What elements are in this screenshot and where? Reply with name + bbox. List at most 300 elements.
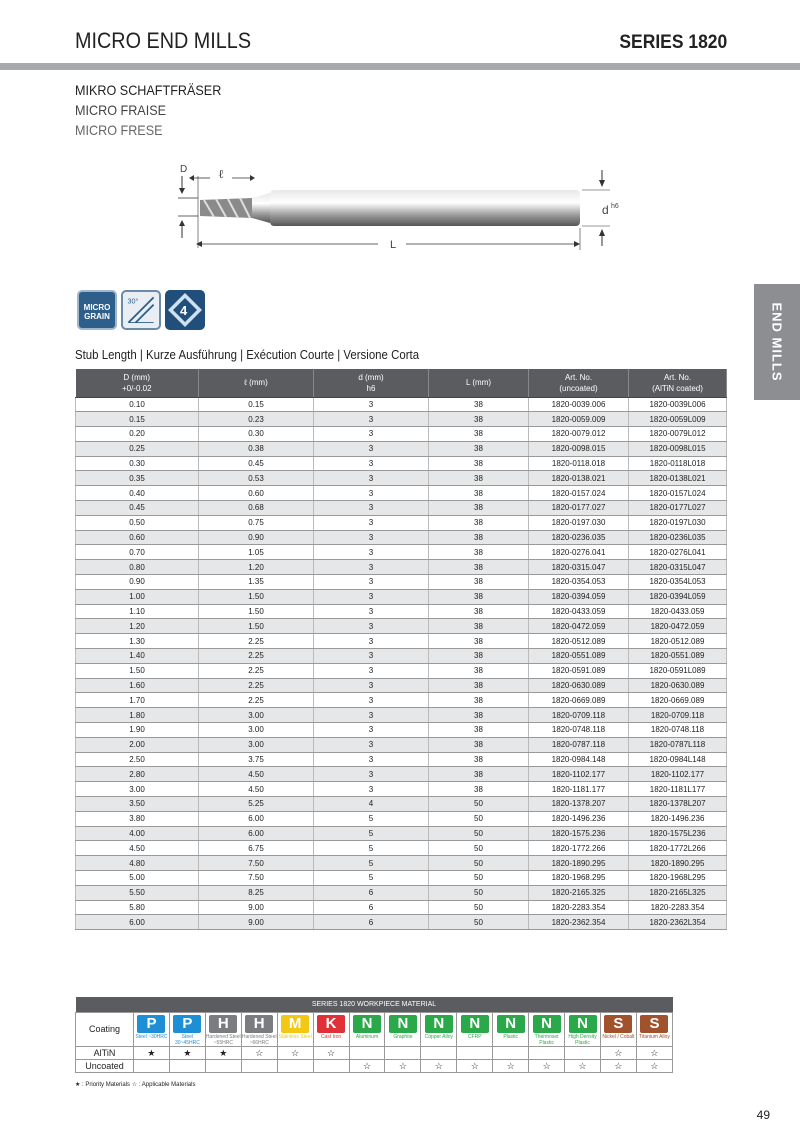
table-row	[76, 634, 727, 649]
empty-cell	[493, 1046, 529, 1059]
table-cell: 4	[314, 797, 429, 812]
material-group-letter: N	[425, 1015, 453, 1033]
coating-row	[76, 1046, 673, 1059]
table-cell: 38	[429, 471, 529, 486]
table-cell: 4.50	[199, 782, 314, 797]
column-header-line: Art. No.	[564, 372, 593, 382]
table-cell: 1.60	[76, 678, 199, 693]
table-row	[76, 412, 727, 427]
empty-cell	[205, 1059, 241, 1072]
table-cell: 50	[429, 811, 529, 826]
table-row	[76, 737, 727, 752]
table-cell: 5	[314, 841, 429, 856]
material-name: Aluminum	[355, 1033, 379, 1040]
table-row	[76, 663, 727, 678]
material-cell	[493, 1012, 529, 1046]
table-cell: 2.25	[199, 693, 314, 708]
table-cell: 1820-0433.059	[629, 604, 727, 619]
empty-cell	[529, 1046, 565, 1059]
table-cell: 0.70	[76, 545, 199, 560]
table-cell: 1820-0177L027	[629, 501, 727, 516]
column-header	[76, 369, 199, 397]
table-cell: 1820-1968.295	[529, 871, 629, 886]
column-header	[629, 369, 727, 397]
material-group-letter: N	[389, 1015, 417, 1033]
table-cell: 50	[429, 885, 529, 900]
column-header-line: L (mm)	[465, 378, 492, 388]
coating-row	[76, 1059, 673, 1072]
helix-angle-icon	[121, 290, 161, 330]
table-cell: 1.50	[199, 619, 314, 634]
table-row	[76, 752, 727, 767]
table-title: Stub Length | Kurze Ausführung | Exécution Courte | Versione Corta	[75, 347, 420, 362]
table-cell: 50	[429, 856, 529, 871]
table-cell: 6	[314, 885, 429, 900]
table-cell: 3	[314, 723, 429, 738]
applicable-star-icon: ☆	[636, 1046, 672, 1059]
dim-L-label: L	[390, 239, 397, 251]
table-cell: 1820-1575.236	[529, 826, 629, 841]
table-cell: 2.25	[199, 663, 314, 678]
table-cell: 3	[314, 515, 429, 530]
table-row	[76, 841, 727, 856]
priority-star-icon: ★	[134, 1046, 170, 1059]
table-cell: 1820-0551.089	[629, 649, 727, 664]
table-cell: 38	[429, 501, 529, 516]
column-header-line: +0/-0.02	[121, 383, 152, 393]
material-group-letter: S	[604, 1015, 632, 1033]
material-name: Hardened Steel ~66HRC	[241, 1033, 277, 1046]
table-cell: 4.50	[199, 767, 314, 782]
material-row	[76, 1012, 673, 1046]
column-header	[529, 369, 629, 397]
table-cell: 3.80	[76, 811, 199, 826]
table-cell: 1820-0472.059	[529, 619, 629, 634]
empty-cell	[385, 1046, 421, 1059]
table-cell: 1.35	[199, 575, 314, 590]
material-name: Steel 30~45HRC	[174, 1033, 200, 1046]
table-cell: 38	[429, 663, 529, 678]
table-row	[76, 456, 727, 471]
table-cell: 1820-0079.012	[529, 427, 629, 442]
material-group-letter: K	[317, 1015, 345, 1033]
table-cell: 1820-0472.059	[629, 619, 727, 634]
column-header	[199, 369, 314, 397]
material-group-letter: M	[281, 1015, 309, 1033]
table-cell: 2.50	[76, 752, 199, 767]
table-cell: 1820-0276L041	[629, 545, 727, 560]
table-row	[76, 441, 727, 456]
applicable-star-icon: ☆	[565, 1059, 601, 1072]
table-cell: 1820-1496.236	[629, 811, 727, 826]
table-cell: 38	[429, 575, 529, 590]
material-cell	[241, 1012, 277, 1046]
table-cell: 1820-0098.015	[529, 441, 629, 456]
material-group-letter: P	[173, 1015, 201, 1033]
empty-cell	[169, 1059, 205, 1072]
table-cell: 1.70	[76, 693, 199, 708]
empty-cell	[421, 1046, 457, 1059]
table-cell: 3	[314, 693, 429, 708]
material-cell	[600, 1012, 636, 1046]
helix-angle-label: 30°	[127, 296, 139, 306]
table-cell: 1820-0984.148	[529, 752, 629, 767]
table-cell: 1820-1496.236	[529, 811, 629, 826]
page-number: 49	[756, 1108, 770, 1122]
micro-grain-line1: MICRO	[83, 303, 111, 312]
table-cell: 3	[314, 501, 429, 516]
material-group-letter: P	[137, 1015, 165, 1033]
applicable-star-icon: ☆	[277, 1046, 313, 1059]
column-header-line: D (mm)	[123, 372, 151, 382]
table-cell: 5.80	[76, 900, 199, 915]
table-cell: 1820-0984L148	[629, 752, 727, 767]
table-row	[76, 767, 727, 782]
material-group-letter: N	[569, 1015, 597, 1033]
table-cell: 50	[429, 797, 529, 812]
table-cell: 0.90	[199, 530, 314, 545]
dim-d-label: d	[602, 203, 609, 217]
table-cell: 0.45	[199, 456, 314, 471]
table-cell: 1820-0236L035	[629, 530, 727, 545]
table-cell: 3	[314, 530, 429, 545]
micro-grain-line2: GRAIN	[84, 312, 110, 321]
table-cell: 1.50	[199, 589, 314, 604]
table-cell: 3	[314, 471, 429, 486]
table-cell: 1820-1181L177	[629, 782, 727, 797]
table-cell: 2.00	[76, 737, 199, 752]
table-cell: 0.30	[199, 427, 314, 442]
table-cell: 9.00	[199, 915, 314, 930]
table-cell: 3	[314, 649, 429, 664]
table-cell: 3	[314, 441, 429, 456]
material-name: High Density Plastic	[568, 1033, 597, 1046]
material-cell	[529, 1012, 565, 1046]
table-cell: 1820-1890.295	[529, 856, 629, 871]
table-cell: 0.53	[199, 471, 314, 486]
table-cell: 5.00	[76, 871, 199, 886]
applicable-star-icon: ☆	[313, 1046, 349, 1059]
table-cell: 1820-2165L325	[629, 885, 727, 900]
table-cell: 38	[429, 678, 529, 693]
table-cell: 1820-2283.354	[629, 900, 727, 915]
table-cell: 38	[429, 752, 529, 767]
table-cell: 38	[429, 545, 529, 560]
table-cell: 38	[429, 649, 529, 664]
table-cell: 1820-0039.006	[529, 397, 629, 412]
table-row	[76, 486, 727, 501]
table-cell: 1.30	[76, 634, 199, 649]
table-cell: 4.80	[76, 856, 199, 871]
table-row	[76, 708, 727, 723]
table-row	[76, 604, 727, 619]
applicable-star-icon: ☆	[421, 1059, 457, 1072]
flute-count-label: 4	[180, 303, 188, 318]
table-body	[76, 397, 727, 930]
column-header-line: (AlTiN coated)	[652, 383, 703, 393]
table-row	[76, 560, 727, 575]
table-cell: 1820-0591.089	[529, 663, 629, 678]
feature-badges	[77, 290, 205, 330]
table-cell: 3.00	[76, 782, 199, 797]
material-name: Nickel / Cobalt	[602, 1033, 635, 1040]
table-cell: 3	[314, 708, 429, 723]
table-cell: 3	[314, 752, 429, 767]
table-cell: 0.25	[76, 441, 199, 456]
applicable-star-icon: ☆	[457, 1059, 493, 1072]
applicable-star-icon: ☆	[600, 1046, 636, 1059]
table-row	[76, 589, 727, 604]
dim-l-label: ℓ	[218, 167, 224, 181]
table-cell: 1820-0551.089	[529, 649, 629, 664]
table-cell: 38	[429, 693, 529, 708]
table-cell: 38	[429, 782, 529, 797]
table-cell: 38	[429, 723, 529, 738]
table-cell: 38	[429, 708, 529, 723]
table-cell: 1820-0354.053	[529, 575, 629, 590]
material-group-letter: H	[245, 1015, 273, 1033]
micro-grain-icon	[77, 290, 117, 330]
table-cell: 0.45	[76, 501, 199, 516]
table-row	[76, 797, 727, 812]
material-name: Hardened Steel ~55HRC	[205, 1033, 241, 1046]
table-cell: 1.50	[199, 604, 314, 619]
table-cell: 1820-0787.118	[529, 737, 629, 752]
table-cell: 38	[429, 604, 529, 619]
table-cell: 1820-0354L053	[629, 575, 727, 590]
legend: ★ : Priority Materials ☆ : Applicable Materials	[75, 1082, 196, 1088]
material-name: Cast Iron	[320, 1033, 342, 1040]
table-cell: 1.90	[76, 723, 199, 738]
table-cell: 3	[314, 560, 429, 575]
material-cell	[565, 1012, 601, 1046]
table-cell: 1820-0059.009	[529, 412, 629, 427]
table-cell: 7.50	[199, 856, 314, 871]
table-cell: 9.00	[199, 900, 314, 915]
priority-star-icon: ★	[169, 1046, 205, 1059]
table-cell: 0.23	[199, 412, 314, 427]
table-cell: 1820-1772.266	[529, 841, 629, 856]
table-cell: 1.05	[199, 545, 314, 560]
table-row	[76, 678, 727, 693]
workpiece-body	[76, 1012, 673, 1072]
table-cell: 3	[314, 575, 429, 590]
material-name: Titanium Alloy	[638, 1033, 670, 1040]
table-cell: 1820-1102.177	[529, 767, 629, 782]
table-cell: 1820-0709.118	[629, 708, 727, 723]
material-cell	[385, 1012, 421, 1046]
material-name: Graphite	[393, 1033, 413, 1040]
table-cell: 0.35	[76, 471, 199, 486]
table-cell: 1820-0394.059	[529, 589, 629, 604]
table-row	[76, 649, 727, 664]
table-cell: 8.25	[199, 885, 314, 900]
table-cell: 1820-0197.030	[529, 515, 629, 530]
table-cell: 5	[314, 871, 429, 886]
material-cell	[636, 1012, 672, 1046]
column-header-line: (uncoated)	[559, 383, 598, 393]
table-cell: 0.38	[199, 441, 314, 456]
table-cell: 0.75	[199, 515, 314, 530]
table-cell: 50	[429, 826, 529, 841]
coating-label: Coating	[76, 1012, 134, 1046]
table-cell: 1820-0669.089	[529, 693, 629, 708]
table-cell: 6	[314, 900, 429, 915]
material-cell	[421, 1012, 457, 1046]
section-tab	[754, 284, 800, 400]
table-row	[76, 900, 727, 915]
table-cell: 0.68	[199, 501, 314, 516]
empty-cell	[134, 1059, 170, 1072]
subtitle-french: MICRO FRAISE	[75, 102, 167, 118]
table-cell: 4.00	[76, 826, 199, 841]
column-header-line: Art. No.	[663, 372, 692, 382]
applicable-star-icon: ☆	[600, 1059, 636, 1072]
four-flute-icon	[165, 290, 205, 330]
coating-name: AlTiN	[76, 1046, 134, 1059]
table-cell: 6.00	[76, 915, 199, 930]
table-cell: 5.50	[76, 885, 199, 900]
table-cell: 1820-0118L018	[629, 456, 727, 471]
table-cell: 0.15	[76, 412, 199, 427]
table-cell: 1820-0079L012	[629, 427, 727, 442]
page-title: MICRO END MILLS	[75, 28, 252, 53]
material-cell	[277, 1012, 313, 1046]
table-cell: 5	[314, 856, 429, 871]
table-cell: 0.50	[76, 515, 199, 530]
specification-table	[75, 369, 727, 930]
table-cell: 5	[314, 811, 429, 826]
table-cell: 1.50	[76, 663, 199, 678]
material-cell	[169, 1012, 205, 1046]
table-cell: 38	[429, 634, 529, 649]
applicable-star-icon: ☆	[493, 1059, 529, 1072]
material-name: CFRP	[467, 1033, 482, 1040]
table-cell: 1.10	[76, 604, 199, 619]
table-cell: 1820-1378.207	[529, 797, 629, 812]
table-row	[76, 427, 727, 442]
table-cell: 1820-2362L354	[629, 915, 727, 930]
subtitle-italian: MICRO FRESE	[75, 122, 163, 138]
table-cell: 0.40	[76, 486, 199, 501]
table-row	[76, 885, 727, 900]
table-cell: 38	[429, 397, 529, 412]
table-cell: 38	[429, 427, 529, 442]
table-cell: 38	[429, 737, 529, 752]
table-cell: 38	[429, 767, 529, 782]
table-cell: 1820-0787L118	[629, 737, 727, 752]
table-cell: 1820-0630.089	[529, 678, 629, 693]
table-cell: 1820-0591L089	[629, 663, 727, 678]
series-title: SERIES 1820	[619, 32, 727, 53]
table-row	[76, 545, 727, 560]
table-cell: 3	[314, 737, 429, 752]
table-cell: 6.00	[199, 811, 314, 826]
coating-name: Uncoated	[76, 1059, 134, 1072]
table-row	[76, 515, 727, 530]
material-cell	[134, 1012, 170, 1046]
table-cell: 3	[314, 619, 429, 634]
table-cell: 1820-0197L030	[629, 515, 727, 530]
table-cell: 1820-0276.041	[529, 545, 629, 560]
material-name: Copper Alloy	[424, 1033, 454, 1040]
table-cell: 1820-0748.118	[629, 723, 727, 738]
table-row	[76, 619, 727, 634]
material-name: Stainless Steel	[278, 1033, 312, 1040]
end-mill-diagram	[170, 160, 630, 255]
dim-D-label: D	[180, 164, 188, 175]
table-cell: 3	[314, 412, 429, 427]
table-cell: 38	[429, 530, 529, 545]
table-row	[76, 471, 727, 486]
table-cell: 50	[429, 915, 529, 930]
priority-star-icon: ★	[205, 1046, 241, 1059]
empty-cell	[277, 1059, 313, 1072]
table-cell: 1820-0236.035	[529, 530, 629, 545]
empty-cell	[313, 1059, 349, 1072]
table-cell: 1820-1968L295	[629, 871, 727, 886]
table-cell: 50	[429, 871, 529, 886]
table-row	[76, 782, 727, 797]
table-cell: 5	[314, 826, 429, 841]
material-cell	[205, 1012, 241, 1046]
table-cell: 6	[314, 915, 429, 930]
table-cell: 1.20	[199, 560, 314, 575]
material-name: Steel ~30HRC	[135, 1033, 168, 1040]
subtitle-german: MIKRO SCHAFTFRÄSER	[75, 82, 222, 98]
table-row	[76, 811, 727, 826]
table-row	[76, 871, 727, 886]
table-cell: 1820-2283.354	[529, 900, 629, 915]
table-row	[76, 915, 727, 930]
table-row	[76, 723, 727, 738]
applicable-star-icon: ☆	[529, 1059, 565, 1072]
table-cell: 1.40	[76, 649, 199, 664]
table-cell: 38	[429, 619, 529, 634]
table-cell: 1820-0512.089	[529, 634, 629, 649]
table-cell: 1820-0512.089	[629, 634, 727, 649]
table-cell: 3.00	[199, 737, 314, 752]
material-group-letter: H	[209, 1015, 237, 1033]
applicable-star-icon: ☆	[241, 1046, 277, 1059]
table-cell: 0.15	[199, 397, 314, 412]
table-row	[76, 530, 727, 545]
table-cell: 1820-0669.089	[629, 693, 727, 708]
workpiece-caption: SERIES 1820 WORKPIECE MATERIAL	[76, 997, 673, 1012]
table-cell: 1820-1575L236	[629, 826, 727, 841]
table-cell: 1820-0138L021	[629, 471, 727, 486]
table-cell: 5.25	[199, 797, 314, 812]
table-cell: 3	[314, 397, 429, 412]
applicable-star-icon: ☆	[636, 1059, 672, 1072]
material-cell	[457, 1012, 493, 1046]
table-cell: 1820-0138.021	[529, 471, 629, 486]
table-cell: 2.25	[199, 634, 314, 649]
table-cell: 1820-1102.177	[629, 767, 727, 782]
table-row	[76, 501, 727, 516]
table-cell: 1820-0315L047	[629, 560, 727, 575]
table-cell: 1820-0098L015	[629, 441, 727, 456]
table-row	[76, 826, 727, 841]
table-cell: 0.20	[76, 427, 199, 442]
table-cell: 1820-0748.118	[529, 723, 629, 738]
table-cell: 3	[314, 678, 429, 693]
table-cell: 50	[429, 900, 529, 915]
table-cell: 3	[314, 589, 429, 604]
material-name: Thermoset Plastic	[534, 1033, 559, 1046]
table-cell: 0.90	[76, 575, 199, 590]
column-header-line: h6	[366, 383, 376, 393]
